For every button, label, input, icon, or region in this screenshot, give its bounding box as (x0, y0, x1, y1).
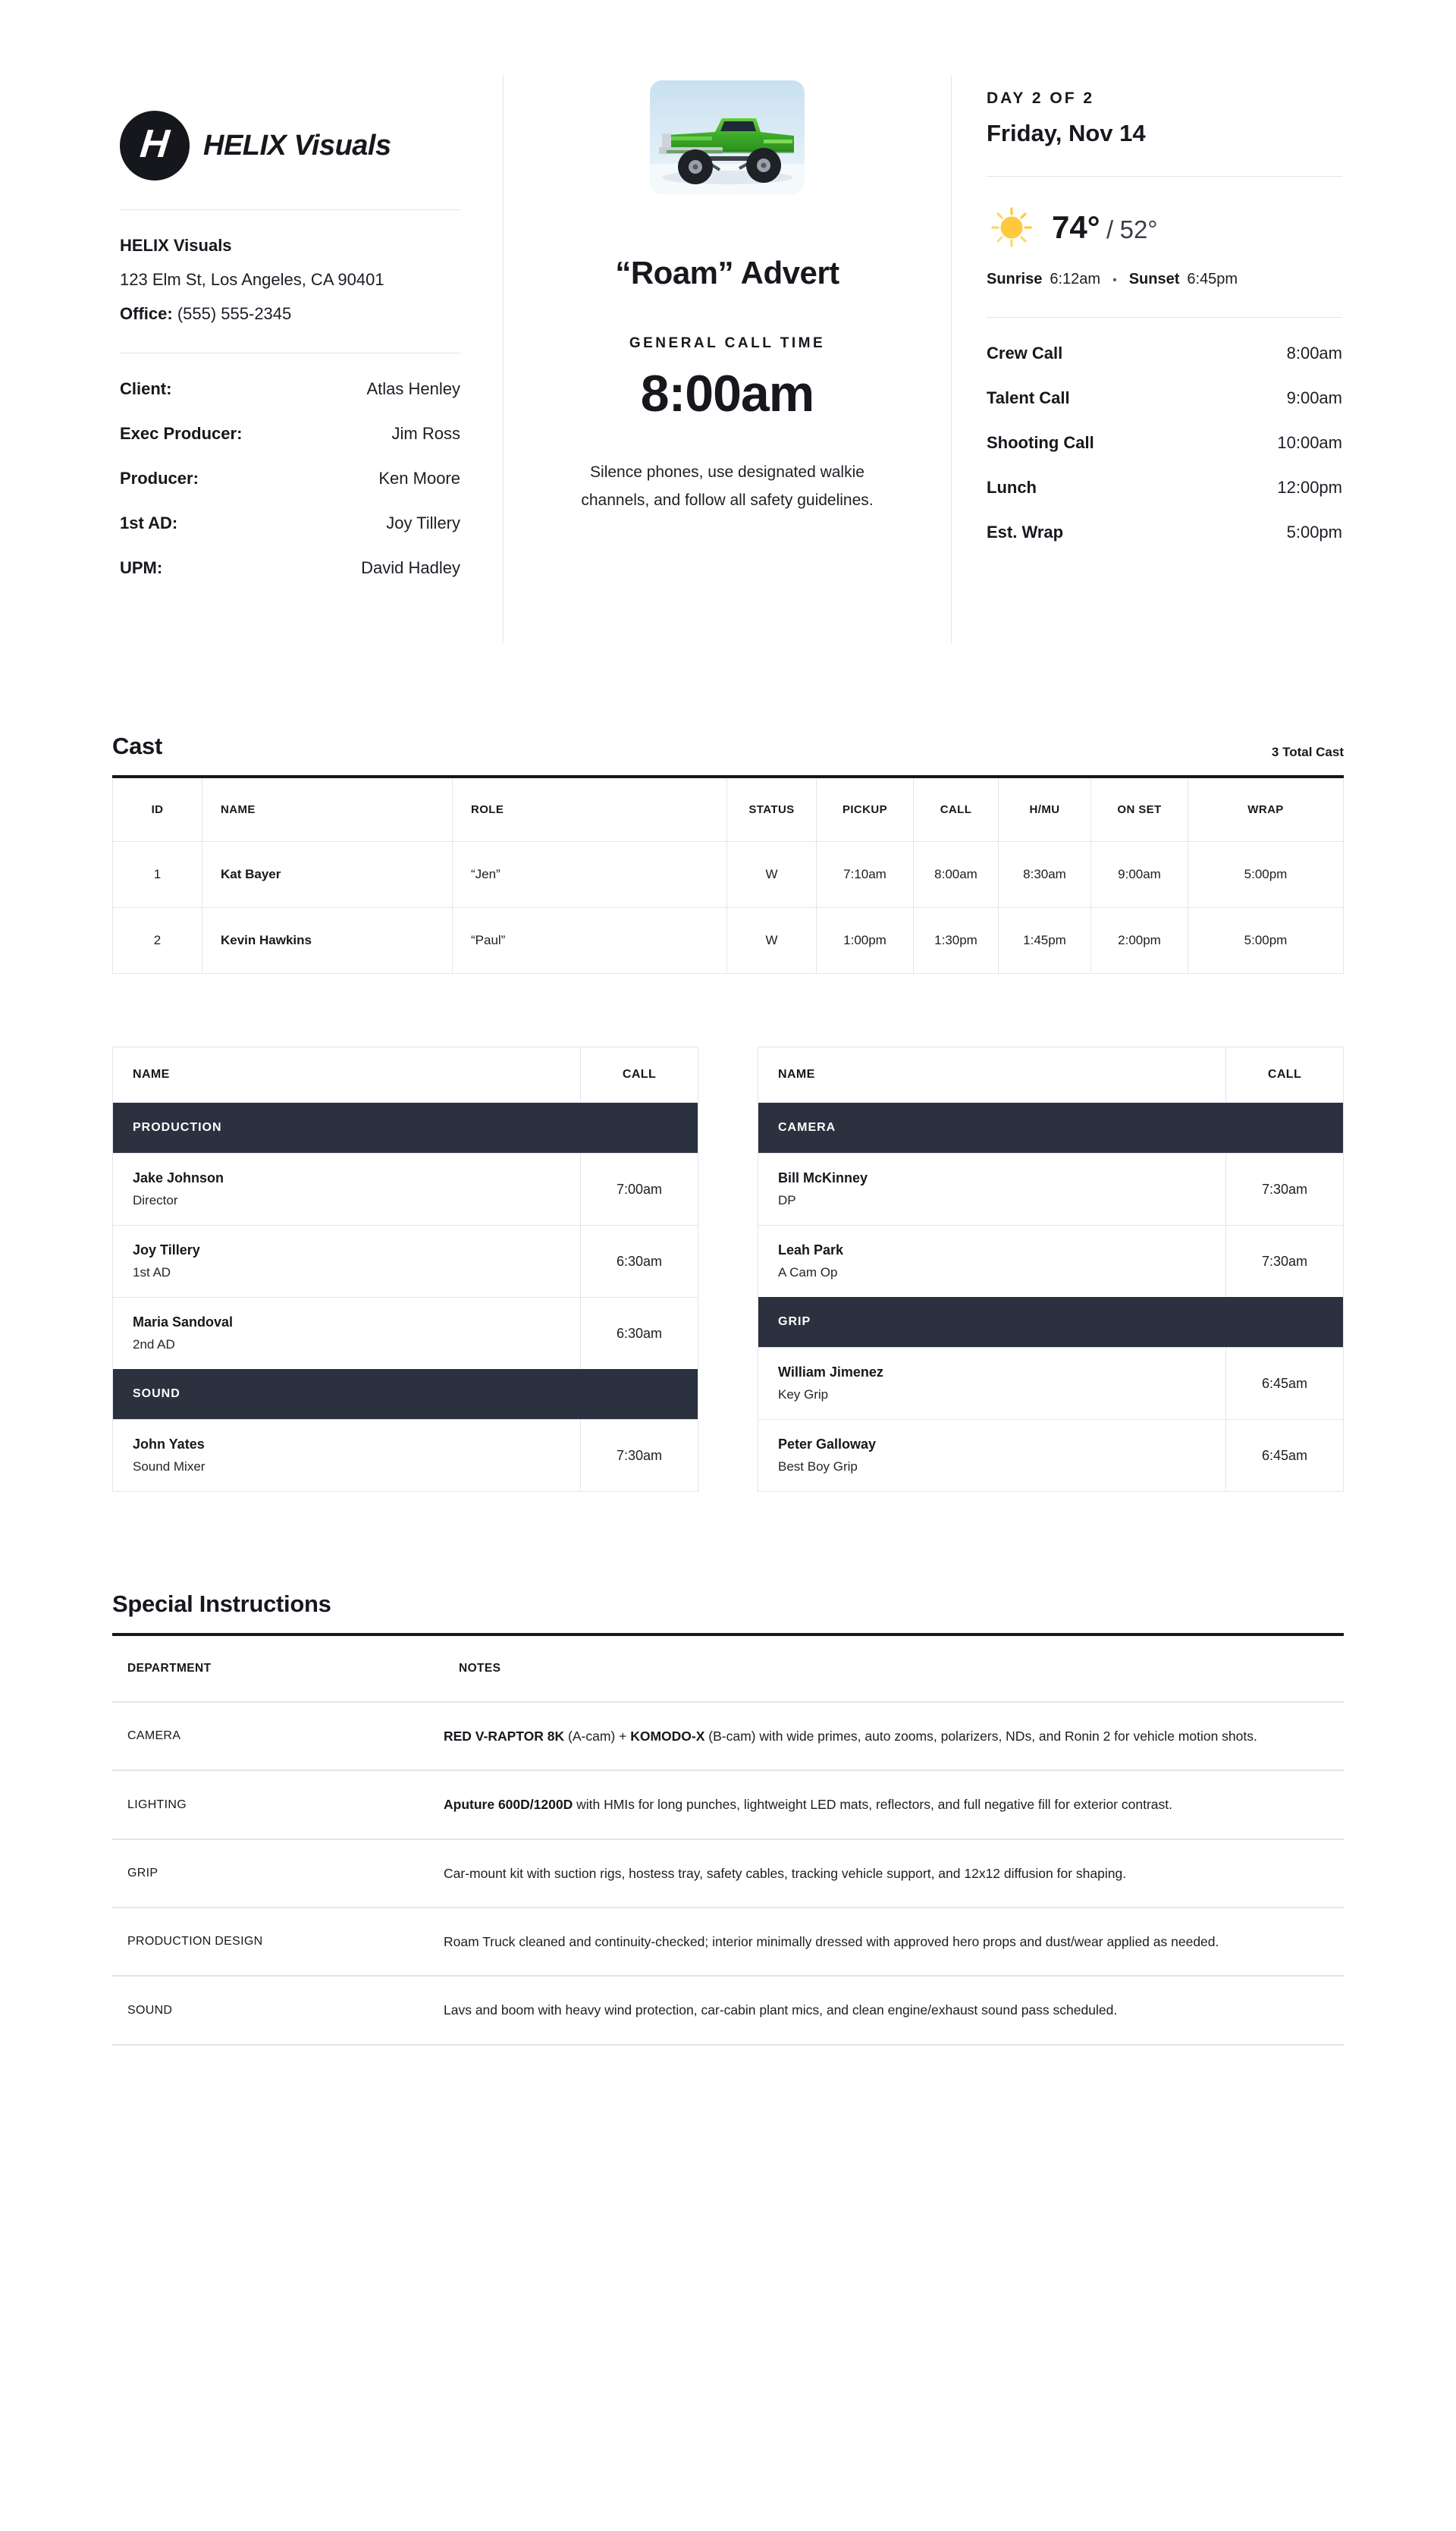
instruction-row (112, 1976, 1344, 2044)
call-sheet-document (0, 76, 1456, 2531)
cast-total-badge: 3 Total Cast (1271, 745, 1344, 759)
contact-value: Atlas Henley (366, 379, 460, 398)
schedule-label: Crew Call (987, 344, 1063, 363)
helix-logo-icon (120, 111, 190, 181)
day-schedule-list (987, 344, 1342, 542)
temp-low: 52° (1119, 215, 1158, 243)
crew-member-cell (758, 1226, 1226, 1298)
crew-member-role: Sound Mixer (133, 1459, 206, 1474)
call-sheet-header (112, 76, 1344, 643)
cast-title: Cast (112, 733, 162, 759)
crew-call-header: CALL (581, 1047, 698, 1103)
schedule-time: 8:00am (1286, 344, 1342, 363)
crew-member-role: Best Boy Grip (778, 1459, 858, 1474)
temp-separator: / (1106, 215, 1114, 243)
office-label: Office: (120, 304, 173, 323)
crew-section-band-row (758, 1103, 1344, 1154)
cast-cell-wrap: 5:00pm (1188, 908, 1344, 974)
instruction-department: LIGHTING (112, 1770, 444, 1839)
crew-member-call-time: 6:45am (1226, 1420, 1344, 1492)
company-info (120, 236, 460, 324)
divider (987, 176, 1342, 177)
instruction-department: SOUND (127, 2003, 173, 2017)
crew-section-band-row (758, 1297, 1344, 1348)
header-right-column (952, 76, 1344, 643)
cast-column-header: H/MU (999, 777, 1091, 842)
cast-cell-name: Kat Bayer (202, 842, 453, 908)
contact-row (120, 424, 460, 444)
schedule-label: Lunch (987, 478, 1037, 497)
cast-cell-status: W (727, 908, 817, 974)
note-segment: Roam Truck cleaned and continuity-checked; interior minimally dressed with approved hero props and dust/wear applied as needed. (444, 1934, 1219, 1950)
company-address: 123 Elm St, Los Angeles, CA 90401 (120, 270, 384, 289)
crew-member-cell (758, 1420, 1226, 1492)
weather-summary (987, 203, 1342, 253)
contact-label: UPM: (120, 558, 163, 577)
crew-section-band-row (113, 1369, 698, 1420)
company-name: HELIX Visuals (120, 236, 232, 255)
crew-member-role: A Cam Op (778, 1265, 838, 1280)
crew-member-name: Joy Tillery (133, 1242, 200, 1258)
special-instructions-title: Special Instructions (112, 1591, 331, 1617)
note-segment: Lavs and boom with heavy wind protection, car-cabin plant mics, and clean engine/exhaust sound pass scheduled. (444, 2002, 1118, 2018)
cast-column-header: ID (113, 777, 202, 842)
instruction-notes (444, 1839, 1344, 1908)
cast-column-header: PICKUP (817, 777, 914, 842)
crew-name-header: NAME (113, 1047, 581, 1103)
contact-label: Client: (120, 379, 172, 398)
crew-member-row (758, 1226, 1344, 1298)
crew-member-name: John Yates (133, 1437, 205, 1452)
cast-column-header: WRAP (1188, 777, 1344, 842)
crew-table-header-row (758, 1047, 1344, 1103)
crew-member-call-time: 7:30am (581, 1420, 698, 1492)
instruction-notes (444, 1702, 1344, 1770)
instruction-row (112, 1908, 1344, 1976)
sunrise-time: 6:12am (1050, 271, 1101, 287)
cast-cell-id: 2 (113, 908, 202, 974)
contact-row (120, 513, 460, 533)
crew-member-cell (113, 1420, 581, 1492)
note-segment: Car-mount kit with suction rigs, hostess tray, safety cables, tracking vehicle support, and 12x12 diffusion for shaping. (444, 1865, 1127, 1881)
cast-table-body (113, 842, 1344, 974)
sunrise-label: Sunrise (987, 271, 1043, 287)
schedule-time: 10:00am (1277, 433, 1342, 452)
crew-member-role: 1st AD (133, 1265, 171, 1280)
sunset-label: Sunset (1128, 271, 1180, 287)
crew-table-right (758, 1047, 1344, 1492)
instruction-notes (444, 1908, 1344, 1976)
schedule-row (987, 388, 1342, 408)
crew-member-call-time: 7:30am (1226, 1154, 1344, 1226)
contact-row (120, 558, 460, 578)
contact-label: 1st AD: (120, 513, 178, 532)
crew-member-row (113, 1226, 698, 1298)
crew-member-row (113, 1420, 698, 1492)
crew-table-right-body (758, 1103, 1344, 1492)
department-column-header: DEPARTMENT (112, 1634, 444, 1702)
cast-column-header: ON SET (1091, 777, 1188, 842)
instruction-department: PRODUCTION DESIGN (112, 1908, 444, 1976)
crew-section-label: GRIP (758, 1297, 1344, 1348)
crew-name-header: NAME (758, 1047, 1226, 1103)
schedule-row (987, 523, 1342, 542)
note-bold-segment: Aputure 600D/1200D (444, 1797, 573, 1813)
contact-value: Ken Moore (378, 469, 460, 488)
instruction-notes (444, 1976, 1344, 2044)
crew-member-call-time: 6:45am (1226, 1348, 1344, 1420)
instruction-row (112, 1702, 1344, 1770)
contact-label: Producer: (120, 469, 199, 488)
crew-section-band-row (113, 1103, 698, 1154)
header-center-column (503, 76, 952, 643)
crew-member-cell (113, 1226, 581, 1298)
cast-section-header (112, 733, 1344, 760)
day-counter: DAY 2 OF 2 (987, 89, 1095, 107)
schedule-label: Shooting Call (987, 433, 1094, 452)
cast-cell-onset: 2:00pm (1091, 908, 1188, 974)
instruction-department: CAMERA (112, 1702, 444, 1770)
dot-separator: • (1112, 274, 1117, 287)
cast-cell-call: 1:30pm (914, 908, 999, 974)
crew-section-label: PRODUCTION (113, 1103, 698, 1154)
crew-member-cell (758, 1348, 1226, 1420)
crew-member-name: Jake Johnson (133, 1170, 224, 1185)
cast-column-header: STATUS (727, 777, 817, 842)
crew-member-row (758, 1420, 1344, 1492)
general-call-time-label: GENERAL CALL TIME (629, 335, 826, 351)
schedule-row (987, 478, 1342, 498)
truck-photo (650, 80, 805, 194)
note-segment: with HMIs for long punches, lightweight LED mats, reflectors, and full negative fill for exterior contrast. (573, 1797, 1172, 1813)
cast-column-header: CALL (914, 777, 999, 842)
instruction-row (112, 1839, 1344, 1908)
crew-member-cell (758, 1154, 1226, 1226)
crew-member-call-time: 6:30am (581, 1226, 698, 1298)
schedule-time: 12:00pm (1277, 478, 1342, 497)
crew-member-role: Director (133, 1193, 178, 1207)
schedule-time: 5:00pm (1286, 523, 1342, 542)
divider (120, 209, 460, 210)
cast-cell-status: W (727, 842, 817, 908)
contact-row (120, 379, 460, 399)
contact-value: Jim Ross (391, 424, 460, 443)
crew-member-call-time: 7:00am (581, 1154, 698, 1226)
logo-letter: H (138, 122, 172, 166)
note-segment: (B-cam) with wide primes, auto zooms, polarizers, NDs, and Ronin 2 for vehicle motion shots. (704, 1729, 1257, 1744)
divider (987, 317, 1342, 318)
cast-cell-pickup: 1:00pm (817, 908, 914, 974)
cast-cell-role: “Jen” (453, 842, 727, 908)
cast-cell-hmu: 1:45pm (999, 908, 1091, 974)
instruction-row (112, 1770, 1344, 1839)
schedule-label: Talent Call (987, 388, 1070, 407)
note-bold-segment: KOMODO-X (630, 1729, 705, 1744)
brand (120, 111, 460, 181)
company-office (120, 304, 460, 324)
shoot-date: Friday, Nov 14 (987, 120, 1146, 146)
set-etiquette-note: Silence phones, use designated walkie channels, and follow all safety guidelines. (581, 463, 874, 510)
cast-column-header: NAME (202, 777, 453, 842)
key-contacts-list (120, 379, 460, 578)
crew-member-cell (113, 1154, 581, 1226)
header-left-column (112, 76, 503, 643)
instructions-table-body (112, 1702, 1344, 2045)
note-segment: (A-cam) + (564, 1729, 631, 1744)
crew-section (112, 1047, 1344, 1492)
notes-column-header: NOTES (444, 1634, 1344, 1702)
contact-value: Joy Tillery (386, 513, 460, 532)
crew-member-cell (113, 1298, 581, 1370)
crew-member-name: William Jimenez (778, 1364, 883, 1380)
general-call-time-value: 8:00am (640, 365, 814, 422)
crew-section-label: SOUND (113, 1369, 698, 1420)
brand-name: HELIX Visuals (203, 129, 391, 162)
instruction-notes (444, 1770, 1344, 1839)
crew-table-left-body (113, 1103, 698, 1492)
crew-call-header: CALL (1226, 1047, 1344, 1103)
truck-illustration (650, 80, 805, 194)
crew-table-header-row (113, 1047, 698, 1103)
crew-member-role: DP (778, 1193, 796, 1207)
crew-member-row (758, 1154, 1344, 1226)
cast-cell-hmu: 8:30am (999, 842, 1091, 908)
special-instructions-table (112, 1633, 1344, 2046)
schedule-row (987, 344, 1342, 363)
schedule-label: Est. Wrap (987, 523, 1064, 542)
crew-member-call-time: 6:30am (581, 1298, 698, 1370)
crew-member-name: Peter Galloway (778, 1437, 877, 1452)
note-bold-segment: RED V-RAPTOR 8K (444, 1729, 565, 1744)
cast-section (112, 733, 1344, 974)
cast-cell-pickup: 7:10am (817, 842, 914, 908)
office-phone: (555) 555-2345 (177, 304, 292, 323)
instruction-department: GRIP (112, 1839, 444, 1908)
cast-cell-wrap: 5:00pm (1188, 842, 1344, 908)
crew-member-call-time: 7:30am (1226, 1226, 1344, 1298)
crew-section-label: CAMERA (758, 1103, 1344, 1154)
crew-member-row (758, 1348, 1344, 1420)
crew-member-role: Key Grip (778, 1387, 829, 1402)
production-title: “Roam” Advert (615, 255, 839, 290)
schedule-time: 9:00am (1286, 388, 1342, 407)
temp-high: 74° (1052, 209, 1100, 245)
special-instructions-section (112, 1591, 1344, 2046)
crew-member-role: 2nd AD (133, 1337, 175, 1352)
contact-label: Exec Producer: (120, 424, 243, 443)
cast-column-header: ROLE (453, 777, 727, 842)
sunrise-sunset (987, 271, 1342, 288)
contact-value: David Hadley (361, 558, 460, 577)
schedule-row (987, 433, 1342, 453)
crew-member-row (113, 1154, 698, 1226)
cast-cell-role: “Paul” (453, 908, 727, 974)
cast-row (113, 842, 1344, 908)
cast-row (113, 908, 1344, 974)
crew-member-name: Bill McKinney (778, 1170, 868, 1185)
crew-member-name: Leah Park (778, 1242, 844, 1258)
crew-table-left (112, 1047, 698, 1492)
cast-cell-name: Kevin Hawkins (202, 908, 453, 974)
cast-cell-onset: 9:00am (1091, 842, 1188, 908)
crew-member-name: Maria Sandoval (133, 1314, 234, 1330)
cast-table (112, 775, 1344, 974)
contact-row (120, 469, 460, 488)
cast-cell-id: 1 (113, 842, 202, 908)
temperatures (1052, 209, 1158, 246)
sunset-time: 6:45pm (1187, 271, 1238, 287)
sun-icon (987, 203, 1037, 253)
cast-cell-call: 8:00am (914, 842, 999, 908)
instructions-header-row (112, 1634, 1344, 1702)
crew-member-row (113, 1298, 698, 1370)
cast-table-header-row (113, 777, 1344, 842)
